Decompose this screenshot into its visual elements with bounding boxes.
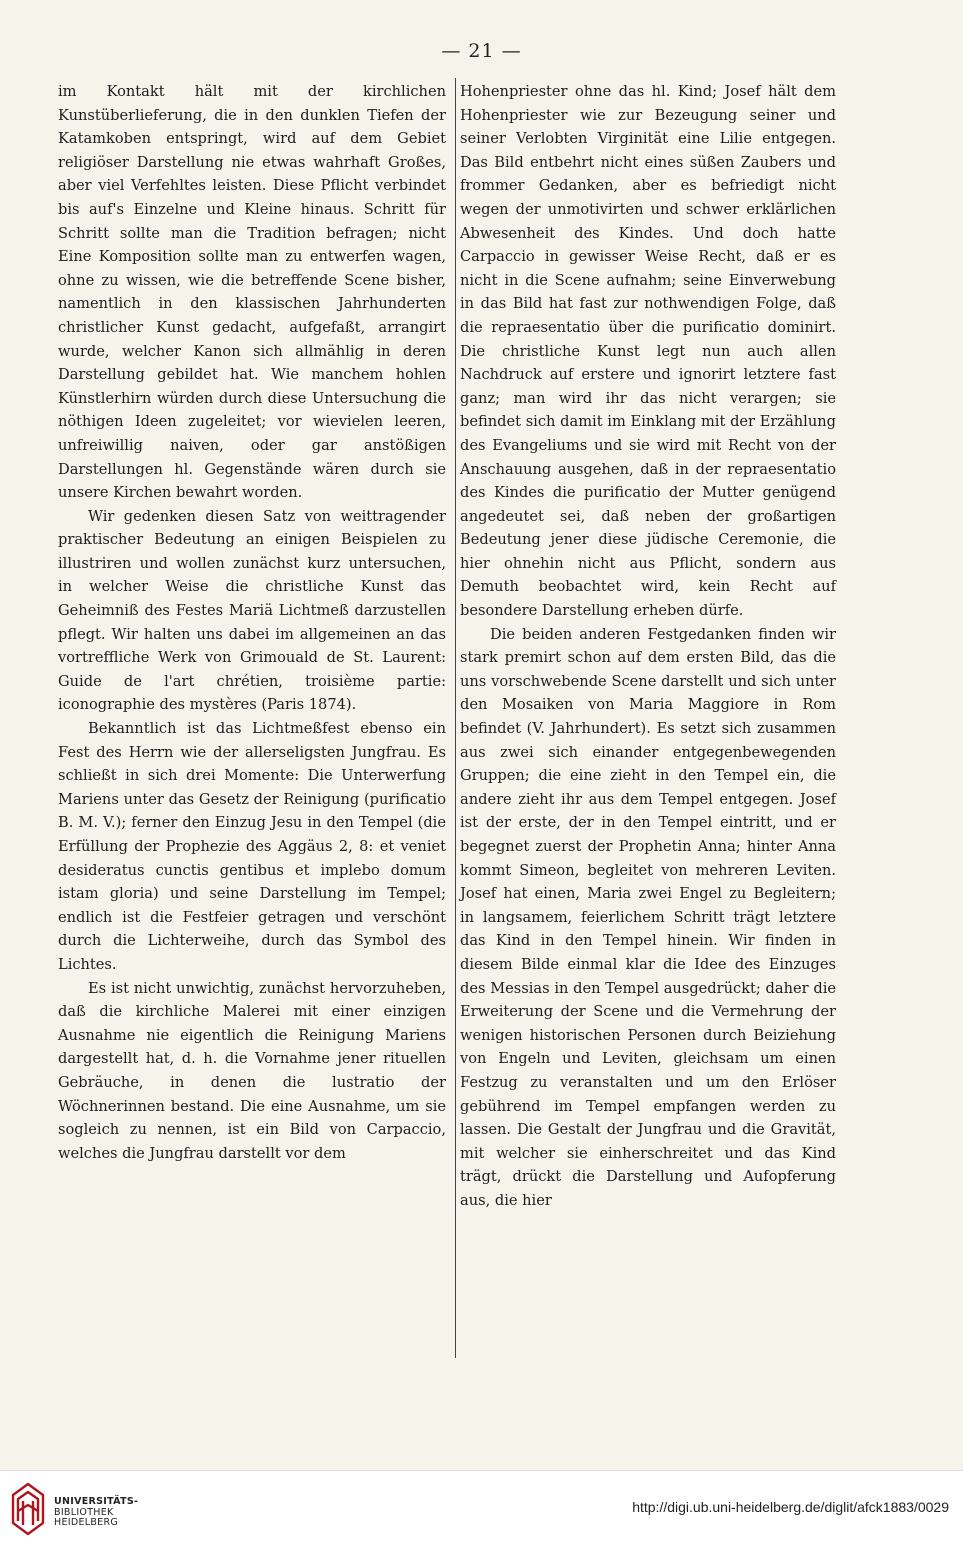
page-number: — 21 —	[441, 40, 522, 62]
source-url-link[interactable]: http://digi.ub.uni-heidelberg.de/diglit/afck1883/0029	[632, 1499, 949, 1515]
right-paragraph-1: Hohenpriester ohne das hl. Kind; Josef hält dem Hohenpriester wie zur Bezeugung seiner und seiner Verlobten Virginität eine Lilie entgegen. Das Bild entbehrt nicht eines süßen Zaubers und frommer Gedanken, aber es befriedigt nicht wegen der unmotivirten und schwer erklärlichen Abwesenheit des Kindes. Und doch hatte Carpaccio in gewisser Weise Recht, daß er es nicht in die Scene aufnahm; seine Einverwebung in das Bild hat fast zur nothwendigen Folge, daß die repraesentatio über die purificatio dominirt. Die christliche Kunst legt nun auch allen Nachdruck auf erstere und ignorirt letztere fast ganz; man wird ihr das nicht verargen; sie befindet sich damit im Einklang mit der Erzählung des Evangeliums und sie wird mit Recht von der Anschauung ausgehen, daß in der repraesentatio des Kindes die purificatio der Mutter genügend angedeutet sei, daß neben der großartigen Bedeutung jener diese jüdische Ceremonie, die hier ohnehin nicht aus Pflicht, sondern aus Demuth beobachtet wird, kein Recht auf besondere Darstellung erheben dürfe.	[460, 83, 836, 620]
left-column	[58, 80, 446, 1165]
library-name	[54, 1497, 138, 1529]
right-column	[460, 80, 836, 1213]
right-paragraph-2: Die beiden anderen Festgedanken finden wir stark premirt schon auf dem ersten Bild, das die uns vorschwebende Scene darstellt und sich unter den Mosaiken von Maria Maggiore in Rom befindet (V. Jahrhundert). Es setzt sich zusammen aus zwei sich einander entgegenbewegenden Gruppen; die eine zieht in den Tempel ein, die andere zieht ihr aus dem Tempel entgegen. Josef ist der erste, der in den Tempel eintritt, und er begegnet zuerst der Prophetin Anna; hinter Anna kommt Simeon, begleitet von mehreren Leviten. Josef hat einen, Maria zwei Engel zu Begleitern; in langsamem, feierlichem Schritt trägt letztere das Kind in den Tempel hinein. Wir finden in diesem Bilde einmal klar die Idee des Einzuges des Messias in den Tempel ausgedrückt; daher die Erweiterung der Scene und die Vermehrung der wenigen historischen Personen durch Beiziehung von Engeln und Leviten, gleichsam um einen Festzug zu veranstalten und um den Erlöser gebührend im Tempel empfangen werden zu lassen. Die Gestalt der Jungfrau und die Gravität, mit welcher sie einherschreitet und das Kind trägt, drückt die Darstellung und Aufopferung aus, die hier	[460, 625, 836, 1209]
viewer-footer	[0, 1470, 963, 1550]
left-paragraph-4: Es ist nicht unwichtig, zunächst hervorzuheben, daß die kirchliche Malerei mit einer einzigen Ausnahme nie eigentlich die Reinigung Mariens dargestellt hat, d. h. die Vornahme jener rituellen Gebräuche, in denen die lustratio der Wöchnerinnen bestand. Die eine Ausnahme, um sie sogleich zu nennen, ist ein Bild von Carpaccio, welches die Jungfrau darstellt vor dem	[58, 979, 446, 1162]
left-paragraph-3: Bekanntlich ist das Lichtmeßfest ebenso ein Fest des Herrn wie der allerseligsten Jungfrau. Es schließt in sich drei Momente: Die Unterwerfung Mariens unter das Gesetz der Reinigung (purificatio B. M. V.); ferner den Einzug Jesu in den Tempel (die Erfüllung der Prophezie des Aggäus 2, 8: et veniet desideratus cunctis gentibus et implebo domum istam gloria) und seine Darstellung im Tempel; endlich ist die Festfeier getragen und verschönt durch die Lichterweihe, durch das Symbol des Lichtes.	[58, 720, 446, 973]
left-paragraph-2: Wir gedenken diesen Satz von weittragender praktischer Bedeutung an einigen Beispielen zu illustriren und wollen zunächst kurz untersuchen, in welcher Weise die christliche Kunst das Geheimniß des Festes Mariä Lichtmeß darzustellen pflegt. Wir halten uns dabei im allgemeinen an das vortreffliche Werk von Grimouald de St. Laurent: Guide de l'art chrétien, troisième partie: iconographie des mystères (Paris 1874).	[58, 507, 446, 714]
library-name-line-3: HEIDELBERG	[54, 1517, 119, 1528]
heidelberg-university-library-logo-icon	[10, 1481, 46, 1537]
library-name-line-1: UNIVERSITÄTS-	[54, 1496, 139, 1507]
library-name-line-2: BIBLIOTHEK	[54, 1506, 114, 1518]
column-divider	[455, 78, 456, 1358]
left-paragraph-1: im Kontakt hält mit der kirchlichen Kunstüberlieferung, die in den dunklen Tiefen der Katamkoben entspringt, wird auf dem Gebiet religiöser Darstellung nie etwas wahrhaft Großes, aber viel Verfehltes leisten. Diese Pflicht verbindet bis auf's Einzelne und Kleine hinaus. Schritt für Schritt sollte man die Tradition befragen; nicht Eine Komposition sollte man zu entwerfen wagen, ohne zu wissen, wie die betreffende Scene bisher, namentlich in den klassischen Jahrhunderten christlicher Kunst gedacht, aufgefaßt, arrangirt wurde, welcher Kanon sich allmählig in deren Darstellung gebildet hat. Wie manchem hohlen Künstlerhirn würden durch diese Untersuchung die nöthigen Ideen zugeleitet; vor wievielen leeren, unfreiwillig naiven, oder gar anstößigen Darstellungen hl. Gegenstände wären durch sie unsere Kirchen bewahrt worden.	[58, 83, 446, 502]
